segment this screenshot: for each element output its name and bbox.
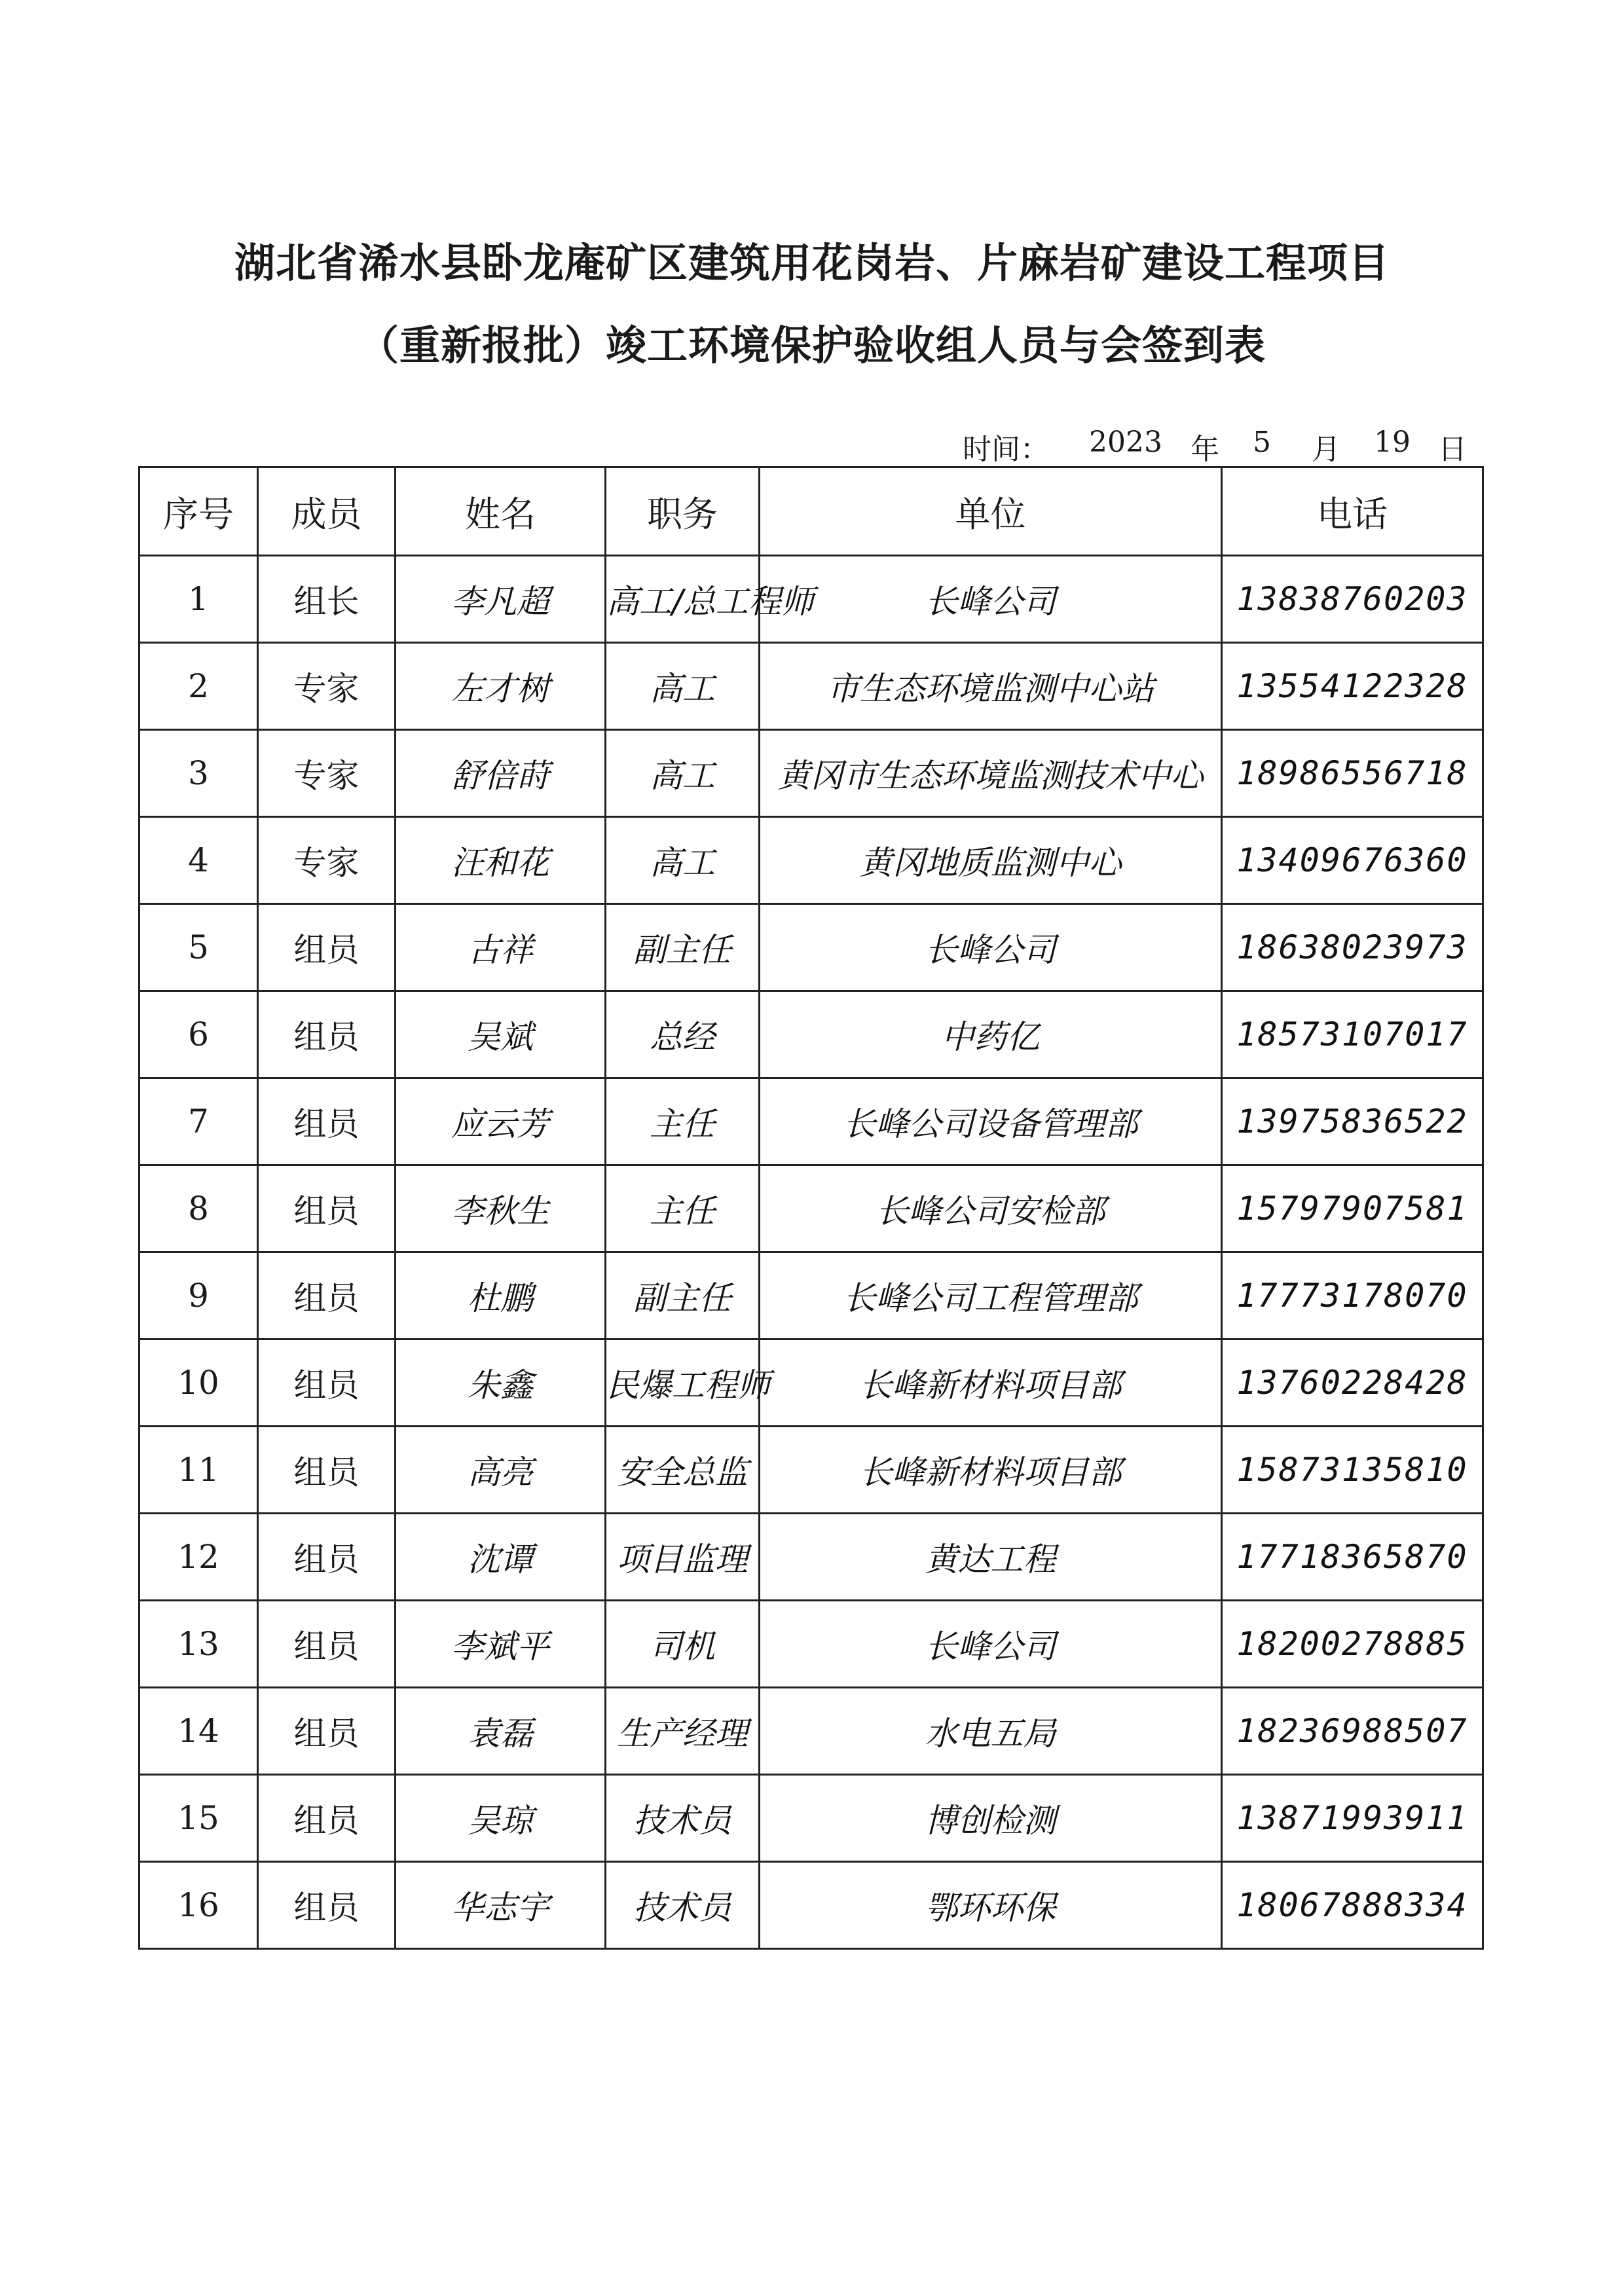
cell-role: 组员 [258, 991, 396, 1078]
date-day: 19 [1374, 426, 1411, 459]
cell-name-signature: 高亮 [396, 1427, 606, 1514]
cell-unit: 长峰公司 [760, 1601, 1222, 1688]
header-title: 职务 [606, 467, 760, 556]
cell-role: 组长 [258, 556, 396, 643]
cell-phone: 17718365870 [1222, 1514, 1483, 1601]
cell-role: 组员 [258, 904, 396, 991]
cell-title: 民爆工程师 [606, 1339, 760, 1427]
date-year-unit: 年 [1190, 433, 1219, 466]
cell-name-signature: 朱鑫 [396, 1339, 606, 1427]
cell-no: 11 [139, 1427, 258, 1514]
cell-phone: 18067888334 [1222, 1862, 1483, 1949]
cell-name-signature: 左才树 [396, 643, 606, 730]
cell-unit: 鄂环环保 [760, 1862, 1222, 1949]
table-row [139, 1165, 1483, 1252]
cell-role: 组员 [258, 1078, 396, 1165]
cell-unit: 市生态环境监测中心站 [760, 643, 1222, 730]
table-row [139, 1514, 1483, 1601]
cell-unit: 长峰公司 [760, 556, 1222, 643]
cell-unit: 中药亿 [760, 991, 1222, 1078]
cell-no: 3 [139, 730, 258, 817]
header-phone: 电话 [1222, 467, 1483, 556]
header-no: 序号 [139, 467, 258, 556]
cell-role: 组员 [258, 1862, 396, 1949]
header-unit: 单位 [760, 467, 1222, 556]
cell-no: 12 [139, 1514, 258, 1601]
table-row [139, 1339, 1483, 1427]
cell-title: 高工 [606, 817, 760, 904]
cell-phone: 18638023973 [1222, 904, 1483, 991]
cell-role: 组员 [258, 1514, 396, 1601]
cell-phone: 15797907581 [1222, 1165, 1483, 1252]
cell-title: 司机 [606, 1601, 760, 1688]
cell-role: 组员 [258, 1775, 396, 1862]
cell-title: 高工 [606, 643, 760, 730]
cell-no: 2 [139, 643, 258, 730]
cell-phone: 18573107017 [1222, 991, 1483, 1078]
cell-title: 主任 [606, 1165, 760, 1252]
date-month: 5 [1253, 426, 1271, 459]
document-title-line-1: 湖北省浠水县卧龙庵矿区建筑用花岗岩、片麻岩矿建设工程项目 [234, 239, 1390, 287]
cell-role: 组员 [258, 1252, 396, 1339]
cell-no: 10 [139, 1339, 258, 1427]
table-row [139, 1775, 1483, 1862]
cell-no: 7 [139, 1078, 258, 1165]
cell-unit: 黄冈市生态环境监测技术中心 [760, 730, 1222, 817]
cell-no: 15 [139, 1775, 258, 1862]
cell-phone: 13409676360 [1222, 817, 1483, 904]
table-body [139, 556, 1483, 1949]
table-row [139, 1688, 1483, 1775]
date-day-unit: 日 [1438, 433, 1467, 466]
date-year: 2023 [1089, 426, 1162, 459]
header-name: 姓名 [396, 467, 606, 556]
cell-title: 技术员 [606, 1862, 760, 1949]
cell-role: 组员 [258, 1601, 396, 1688]
cell-no: 16 [139, 1862, 258, 1949]
cell-title: 安全总监 [606, 1427, 760, 1514]
table-row [139, 730, 1483, 817]
cell-unit: 博创检测 [760, 1775, 1222, 1862]
table-row [139, 1427, 1483, 1514]
cell-title: 主任 [606, 1078, 760, 1165]
cell-name-signature: 应云芳 [396, 1078, 606, 1165]
cell-no: 9 [139, 1252, 258, 1339]
cell-no: 8 [139, 1165, 258, 1252]
cell-name-signature: 汪和花 [396, 817, 606, 904]
cell-phone: 18986556718 [1222, 730, 1483, 817]
cell-role: 专家 [258, 643, 396, 730]
cell-unit: 长峰公司工程管理部 [760, 1252, 1222, 1339]
cell-title: 技术员 [606, 1775, 760, 1862]
table-row [139, 643, 1483, 730]
cell-no: 4 [139, 817, 258, 904]
cell-no: 13 [139, 1601, 258, 1688]
cell-title: 总经 [606, 991, 760, 1078]
date-month-unit: 月 [1312, 433, 1340, 466]
cell-title: 生产经理 [606, 1688, 760, 1775]
table-row [139, 1862, 1483, 1949]
cell-title: 项目监理 [606, 1514, 760, 1601]
cell-unit: 黄冈地质监测中心 [760, 817, 1222, 904]
date-label: 时间： [963, 433, 1049, 466]
cell-no: 5 [139, 904, 258, 991]
cell-unit: 长峰公司设备管理部 [760, 1078, 1222, 1165]
cell-name-signature: 李斌平 [396, 1601, 606, 1688]
table-row [139, 1601, 1483, 1688]
cell-title: 副主任 [606, 904, 760, 991]
cell-unit: 长峰公司安检部 [760, 1165, 1222, 1252]
cell-unit: 长峰新材料项目部 [760, 1339, 1222, 1427]
table-header-row [139, 467, 1483, 556]
cell-title: 高工/总工程师 [606, 556, 760, 643]
table-row [139, 904, 1483, 991]
cell-phone: 15873135810 [1222, 1427, 1483, 1514]
cell-no: 14 [139, 1688, 258, 1775]
date-line [963, 426, 1480, 465]
cell-role: 专家 [258, 730, 396, 817]
cell-name-signature: 吴斌 [396, 991, 606, 1078]
cell-role: 组员 [258, 1427, 396, 1514]
document-title-line-2: （重新报批）竣工环境保护验收组人员与会签到表 [358, 321, 1266, 369]
cell-name-signature: 袁磊 [396, 1688, 606, 1775]
cell-phone: 13760228428 [1222, 1339, 1483, 1427]
table-row [139, 556, 1483, 643]
cell-role: 组员 [258, 1165, 396, 1252]
cell-phone: 18236988507 [1222, 1688, 1483, 1775]
cell-name-signature: 李秋生 [396, 1165, 606, 1252]
cell-name-signature: 杜鹏 [396, 1252, 606, 1339]
table-row [139, 817, 1483, 904]
cell-phone: 17773178070 [1222, 1252, 1483, 1339]
cell-name-signature: 华志宇 [396, 1862, 606, 1949]
cell-unit: 长峰新材料项目部 [760, 1427, 1222, 1514]
cell-no: 6 [139, 991, 258, 1078]
cell-name-signature: 沈谭 [396, 1514, 606, 1601]
sign-in-table [138, 466, 1484, 1950]
cell-phone: 13975836522 [1222, 1078, 1483, 1165]
cell-role: 组员 [258, 1688, 396, 1775]
cell-title: 副主任 [606, 1252, 760, 1339]
cell-no: 1 [139, 556, 258, 643]
cell-name-signature: 舒倍莳 [396, 730, 606, 817]
cell-phone: 18200278885 [1222, 1601, 1483, 1688]
cell-role: 组员 [258, 1339, 396, 1427]
cell-unit: 水电五局 [760, 1688, 1222, 1775]
table-row [139, 1078, 1483, 1165]
table-row [139, 991, 1483, 1078]
cell-name-signature: 吴琼 [396, 1775, 606, 1862]
cell-phone: 13554122328 [1222, 643, 1483, 730]
cell-role: 专家 [258, 817, 396, 904]
cell-title: 高工 [606, 730, 760, 817]
cell-unit: 黄达工程 [760, 1514, 1222, 1601]
cell-name-signature: 古祥 [396, 904, 606, 991]
cell-phone: 13838760203 [1222, 556, 1483, 643]
header-role: 成员 [258, 467, 396, 556]
table-row [139, 1252, 1483, 1339]
cell-name-signature: 李凡超 [396, 556, 606, 643]
cell-phone: 13871993911 [1222, 1775, 1483, 1862]
cell-unit: 长峰公司 [760, 904, 1222, 991]
